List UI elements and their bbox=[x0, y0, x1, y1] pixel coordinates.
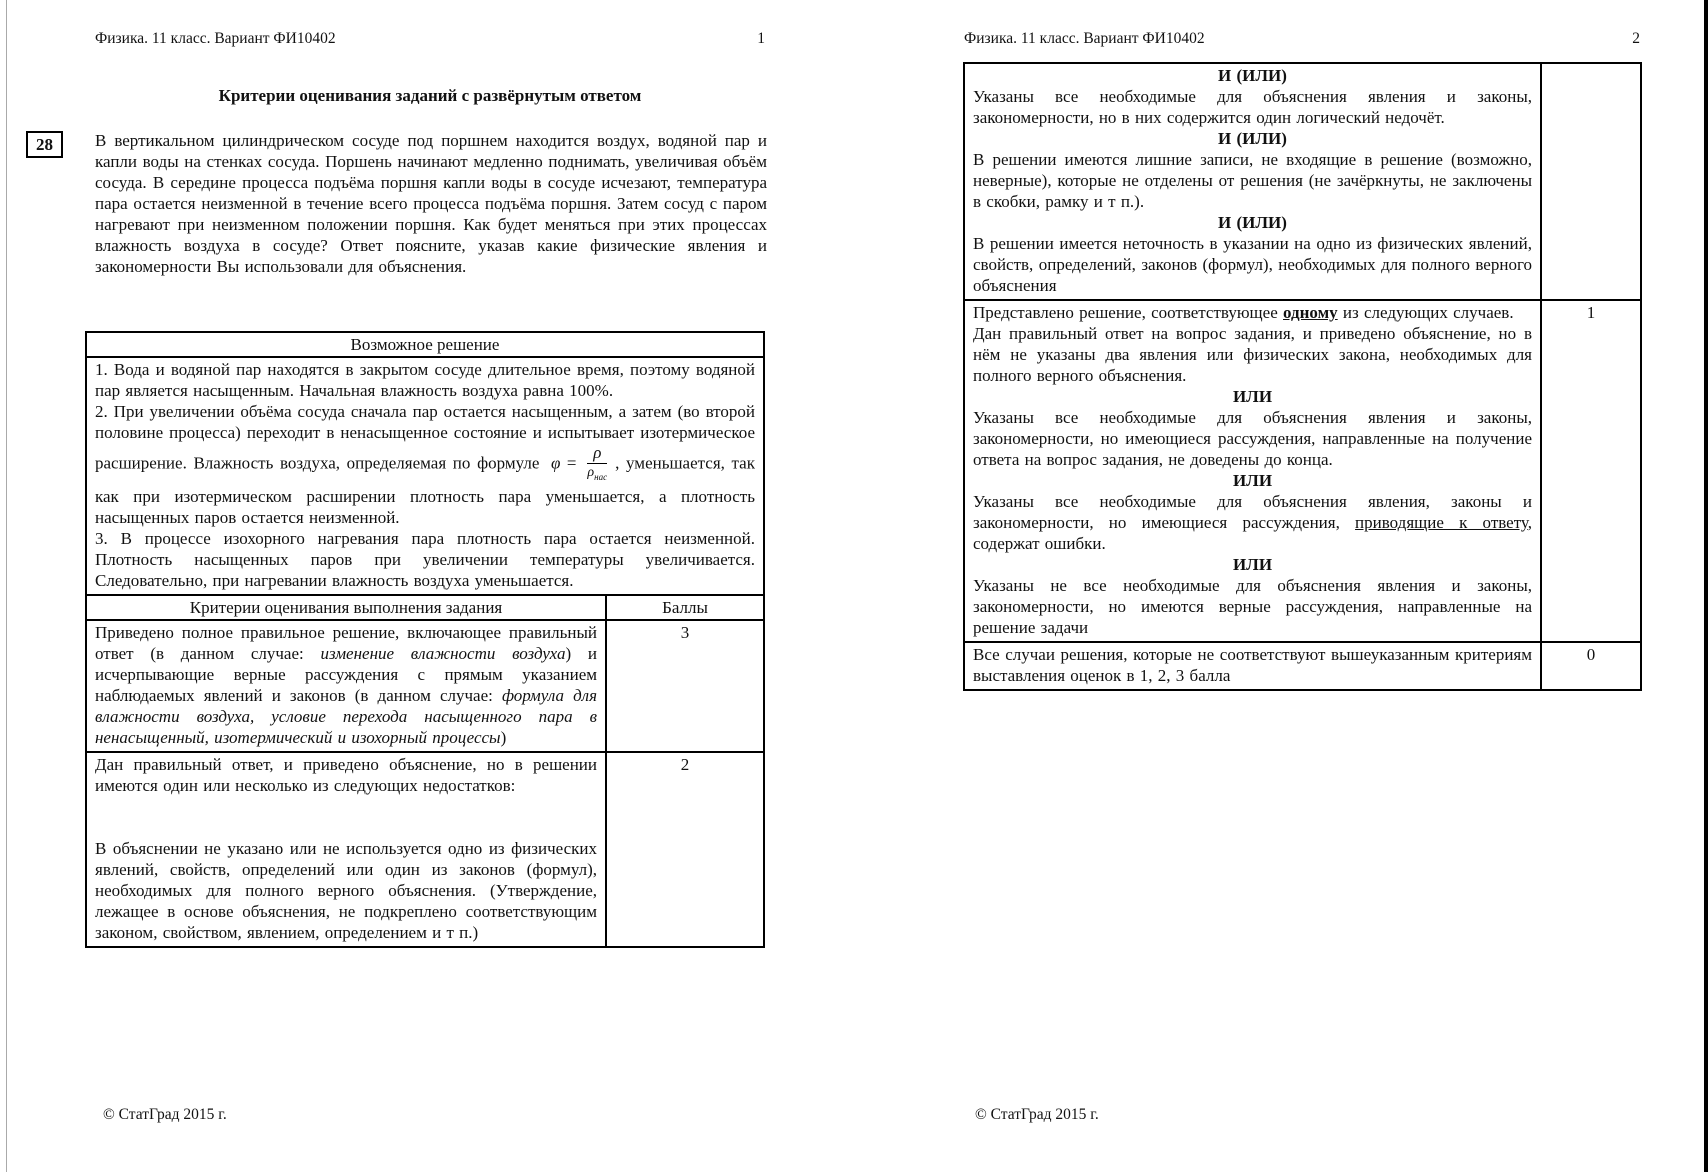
criteria-row-0-score: 0 bbox=[1540, 643, 1640, 689]
criteria-table-continued bbox=[963, 62, 1642, 691]
criteria-row-2-continuation bbox=[965, 64, 1640, 299]
points-column-header: Баллы bbox=[605, 596, 763, 619]
solution-point-1: 1. Вода и водяной пар находятся в закрытом сосуде длительное время, поэтому водяной пар является насыщенным. Начальная влажность воздуха равна 100%. bbox=[95, 360, 755, 400]
solution-criteria-table bbox=[85, 331, 765, 948]
row1-case-4: Указаны не все необходимые для объяснения явления и законы, закономерности, но имеются верные рассуждения, направленные на решение задачи bbox=[973, 576, 1532, 637]
criteria-row-2-points bbox=[87, 751, 763, 946]
solution-body bbox=[87, 358, 763, 594]
row1-case-3-underlined: приводящие к ответу bbox=[1355, 513, 1528, 532]
formula-denominator-base: ρ bbox=[587, 465, 595, 480]
formula-denominator-subscript: нас bbox=[594, 471, 608, 482]
row2-paragraph-2: В объяснении не указано или не используется одно из физических явлений, свойств, определений или один из законов (формул), необходимых для полного верного объяснения. (Утверждение, лежащее в основе объяснения, не подкреплено соответствующим законом, свойством, явлением, определением и т п.) bbox=[95, 838, 597, 942]
header-variant-label: Физика. 11 класс. Вариант ФИ10402 bbox=[95, 30, 336, 47]
document-title: Критерии оценивания заданий с развёрнутым ответом bbox=[218, 86, 642, 105]
page-1 bbox=[0, 0, 830, 1172]
criteria-header-row bbox=[87, 594, 763, 619]
row1-case-3 bbox=[973, 491, 1532, 554]
scan-artifact-right-edge bbox=[1704, 0, 1708, 1172]
solution-header: Возможное решение bbox=[87, 333, 763, 358]
solution-point-2 bbox=[95, 401, 755, 528]
criteria-row-0-points bbox=[965, 641, 1640, 689]
formula-equals: = bbox=[565, 453, 578, 473]
row0-paragraph: Все случаи решения, которые не соответствуют вышеуказанным критериям выставления оценок в 1, 2, 3 балла bbox=[973, 645, 1532, 685]
and-or-label: И (ИЛИ) bbox=[1218, 129, 1287, 148]
row3-text-2: ) и исчерпывающие верные рассуждения с прямым указанием наблюдаемых явлений и законов (в данном случае: bbox=[95, 643, 597, 705]
row1-case-3-post: , содержат ошибки. bbox=[973, 513, 1532, 553]
criteria-row-1-points bbox=[965, 299, 1640, 641]
solution-point-3: 3. В процессе изохорного нагревания пара плотность пара остается неизменной. Плотность насыщенных паров при увеличении температуры увеличивается. Следовательно, при нагревании влажность воздуха уменьшается. bbox=[95, 528, 755, 590]
or-label: ИЛИ bbox=[1232, 387, 1273, 406]
or-label: ИЛИ bbox=[1232, 471, 1273, 490]
row1-case-3-pre: Указаны все необходимые для объяснения явления, законы и закономерности, но имеющиеся рассуждения, bbox=[973, 492, 1532, 532]
criteria-row-3-points bbox=[87, 619, 763, 751]
page-1-footer: © СтатГрад 2015 г. bbox=[103, 1106, 227, 1123]
row1-intro-post: из следующих случаев. bbox=[1337, 303, 1514, 322]
and-or-label: И (ИЛИ) bbox=[1218, 213, 1287, 232]
formula-phi: φ bbox=[551, 453, 561, 473]
row1-case-2: Указаны все необходимые для объяснения явления и законы, закономерности, но имеющиеся рассуждения, направленные на получение ответа на вопрос задания, не доведены до конца. bbox=[973, 408, 1532, 469]
task-number-box: 28 bbox=[26, 131, 63, 158]
page-number: 2 bbox=[1632, 30, 1640, 47]
row2-continuation-text bbox=[965, 64, 1540, 299]
row2-continuation-score-cell bbox=[1540, 64, 1640, 299]
criteria-row-3-paragraph bbox=[95, 622, 597, 748]
row1-intro-underlined: одному bbox=[1283, 303, 1338, 322]
criteria-row-1-text bbox=[965, 301, 1540, 641]
row3-italic-1: изменение влажности воздуха bbox=[320, 643, 566, 663]
criteria-column-header: Критерии оценивания выполнения задания bbox=[189, 597, 503, 617]
row1-case-1: Дан правильный ответ на вопрос задания, и приведено объяснение, но в нём не указаны два явления или физических закона, необходимых для полного верного объяснения. bbox=[973, 324, 1532, 385]
header-variant-label: Физика. 11 класс. Вариант ФИ10402 bbox=[964, 30, 1205, 47]
page-2-header bbox=[964, 30, 1640, 48]
row1-intro-pre: Представлено решение, соответствующее bbox=[973, 303, 1283, 322]
row2-cont-case-1: Указаны все необходимые для объяснения явления и законы, закономерности, но в них содержится один логический недочёт. bbox=[973, 87, 1532, 127]
humidity-formula bbox=[551, 443, 610, 486]
scan-artifact-left-edge bbox=[6, 0, 7, 1172]
formula-denominator bbox=[587, 464, 607, 486]
row3-text-1: Приведено полное правильное решение, включающее правильный ответ (в данном случае: bbox=[95, 622, 597, 663]
formula-numerator: ρ bbox=[587, 443, 607, 464]
criteria-row-2-score: 2 bbox=[605, 753, 763, 946]
page-2 bbox=[856, 0, 1704, 1172]
row2-cont-case-3: В решении имеется неточность в указании на одно из физических явлений, свойств, определений, законов (формул), необходимых для полного верного объяснения bbox=[973, 234, 1532, 295]
row3-italic-2: формула для влажности воздуха, условие перехода насыщенного пара в ненасыщенный, изотермический и изохорный процессы bbox=[95, 685, 597, 747]
criteria-row-2-text bbox=[87, 753, 605, 946]
row3-text-3: ) bbox=[500, 727, 507, 747]
criteria-row-3-score: 3 bbox=[605, 621, 763, 751]
solution-point-2-end: , уменьшается, так как при изотермическом расширении плотность пара уменьшается, а плотность насыщенных паров остается неизменной. bbox=[95, 453, 755, 527]
criteria-row-3-text bbox=[87, 621, 605, 751]
task-text: В вертикальном цилиндрическом сосуде под поршнем находится воздух, водяной пар и капли воды на стенках сосуда. Поршень начинают медленно поднимать, увеличивая объём сосуда. В середине процесса подъёма поршня капли воды в сосуде исчезают, температура пара остается неизменной в течение всего процесса подъёма поршня. Затем сосуд с паром нагревают при неизменном положении поршня. Как будет меняться при этих процессах влажность воздуха в сосуде? Ответ поясните, указав какие физические явления и закономерности Вы использовали для объяснения. bbox=[95, 131, 767, 276]
or-label: ИЛИ bbox=[1232, 555, 1273, 574]
page-1-header bbox=[95, 30, 765, 48]
page-2-footer: © СтатГрад 2015 г. bbox=[975, 1106, 1099, 1123]
formula-fraction bbox=[587, 443, 607, 486]
criteria-row-1-score: 1 bbox=[1540, 301, 1640, 641]
solution-point-2-text: 2. При увеличении объёма сосуда сначала пар остается насыщенным, а затем (во второй половине процесса) переходит в ненасыщенное состояние и испытывает изотермическое расширение. Влажность воздуха, определяемая по формуле bbox=[95, 402, 755, 473]
row2-paragraph-1: Дан правильный ответ, и приведено объяснение, но в решении имеются один или несколько из следующих недостатков: bbox=[95, 754, 597, 795]
criteria-row-0-text bbox=[965, 643, 1540, 689]
page-number: 1 bbox=[757, 30, 765, 47]
row2-cont-case-2: В решении имеются лишние записи, не входящие в решение (возможно, неверные), которые не отделены от решения (не зачёркнуты, не заключены в скобки, рамку и т п.). bbox=[973, 150, 1532, 211]
row1-intro bbox=[973, 302, 1532, 323]
and-or-label: И (ИЛИ) bbox=[1218, 66, 1287, 85]
